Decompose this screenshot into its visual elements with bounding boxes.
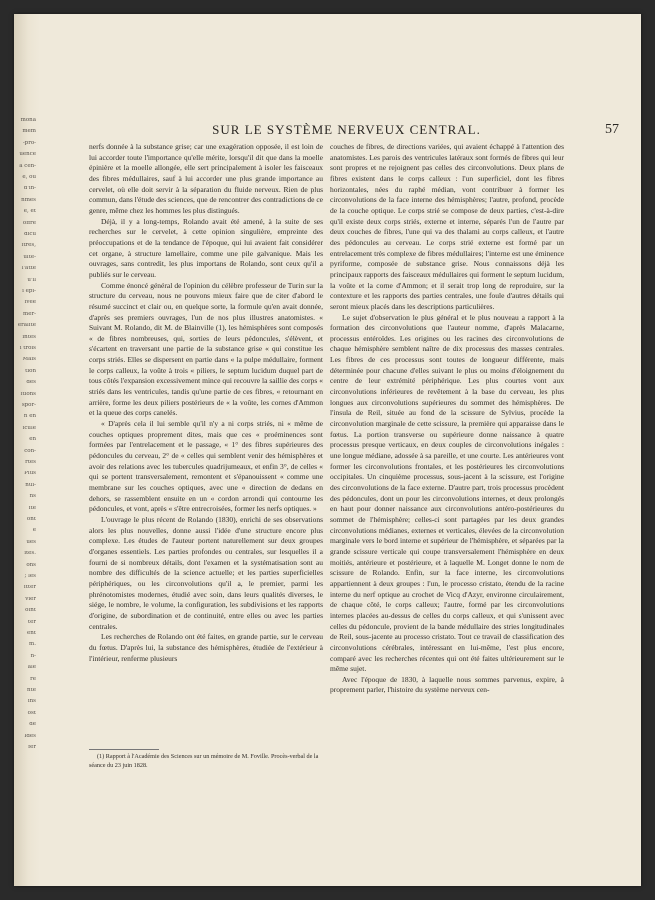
paragraph: Avec l'époque de 1830, à laquelle nous sommes parvenus, expire, à proprement parler, l'histoire du système nerveux cen-	[330, 674, 564, 695]
running-title: SUR LE SYSTÈME NERVEUX CENTRAL.	[212, 122, 481, 137]
margin-fragment: de	[29, 722, 36, 728]
margin-fragment: ent	[26, 631, 36, 636]
margin-fragment: u'il	[27, 277, 36, 283]
margin-fragment: spor-	[21, 403, 36, 408]
margin-fragment: n-	[30, 653, 36, 659]
paragraph: L'ouvrage le plus récent de Rolando (1830), enrichi de ses observations alors les plus nouvelles, donne aussi l'idée d'une structure encore plus complexe. Les études de l'auteur portent naturellement sur deux groupes d'organes essentiels. Les parties profondes ou centrales, sur lesquelles il a fourni de si nombreux détails, dont l'examen et la systématisation sont au nombre des difficultés de la science actuelle; et les parties superficielles périphériques, ou les circonvolutions qu'il a, le premier, parmi les phrénotomistes modernes, étudié avec soin, dans leurs qualités diverses, le siége, le nombre, le volume, la configuration, les subdivisions et les rapports d'origine, de subordination et de continuité, entre elles ou avec les parties centrales.	[89, 514, 323, 631]
right-text-column	[330, 142, 564, 696]
margin-fragment: ites.	[24, 551, 36, 557]
margin-fragment: itions	[20, 391, 36, 397]
margin-fragment: a cen-	[19, 163, 36, 169]
page-number: 57	[605, 122, 619, 137]
left-text-column	[89, 142, 323, 664]
margin-fragment: d'in-	[23, 186, 36, 192]
margin-fragment: tion	[25, 368, 36, 374]
margin-fragment: des	[26, 380, 36, 386]
margin-fragment: Plus	[24, 471, 36, 477]
margin-fragment: ins	[27, 699, 36, 705]
paragraph: couches de fibres, de directions variées, qui avaient échappé à l'attention des anatomistes. Les parois des ventricules latéraux sont formés de fibres qui leur sont propres et ne rejoignent pas celles des circonvolutions. Deux plans de fibres existent dans le corps calleux : l'un superficiel, dont les fibres horizontales, nées du raphé médian, vont contribuer à former les circonvolutions de la face interne des hémisphères; l'autre, profond, procède de la couche optique. Le corps strié se compose de deux parties, c'est-à-dire qu'il existe deux corps striés, externe et interne, séparés l'un de l'autre par deux couches de fibres, l'une qui va des thalami au corps calleux, et l'autre des pédoncules au cerveau. Le corps strié externe est formé par un entrelacement très complexe de fibres médullaires; l'interne est une éminence pyriforme, composée de substance grise. Nous connaissons déjà les principaux rapports des faisceaux médullaires qui forment le septum lucidum, la voûte et la corne d'Ammon; et il serait trop long de reproduire, sur la contexture et les rapports des parties centrales, une foule d'autres détails qui seront mieux placés dans les descriptions particulières.	[330, 142, 564, 311]
margin-fragment: rtes	[25, 460, 36, 465]
margin-fragment: i trois	[19, 346, 36, 351]
margin-fragment: ost	[27, 710, 36, 716]
margin-fragment: icule	[22, 425, 36, 431]
margin-fragment: nui-	[25, 482, 36, 488]
margin-fragment: mona	[20, 118, 36, 123]
margin-fragment: ivée	[24, 300, 36, 306]
margin-fragment: itter	[23, 585, 36, 591]
footnote-text: (1) Rapport à l'Académie des Sciences sur un mémoire de M. Foville. Procès-verbal de la séance du 23 juin 1828.	[89, 753, 319, 769]
paragraph: Le sujet d'observation le plus général et le plus nouveau a rapport à la formation des circonvolutions que l'auteur nomme, d'après Malacarne, processus entéroïdes. Les origines ou les racines des circonvolutions de chaque hémisphère semblent naître de dix processus des masses centrales. Les fibres de ces processus sont toutes de longueur différente, mais déterminée pour chacune d'elles suivant le plus ou moins d'éloignement du centre de leur extrémité périphérique. Les plus courtes vont aux circonvolutions inférieures de revêtement à la base du cerveau, les plus longues aux circonvolutions supérieures du sommet des hémisphères. De l'insula de Reil, située au fond de la scissure de Sylvius, procède la circonvolution marginale de cette scissure, la première qui apparaisse dans le fœtus. La portion transverse ou supérieure donne naissance à quatre processus presque verticaux, en deux couples de circonvolutions inégales : une longue médiane, adossée à sa pareille, et une courte. Les antérieures vont former les circonvolutions frontales, et les postérieures les circonvolutions occipitales. Un cinquième processus, sous-jacent à la scissure, est l'origine des circonvolutions de la face externe. D'autre part, trois processus procèdent des pédoncules, dont un pour les circonvolutions internes, et deux prolongés en haut pour donner naissance aux circonvolutions antéro-postérieures du sommet de l'hémisphère; celles-ci sont partagées par les deux grandes circonvolutions médianes, externes et verticales, élevées de la circonvolution marginale vers le bord interne et supérieur de l'hémisphère, et séparées par la grande scissure verticale qui coupe transversalement l'hémisphère en deux moitiés, antérieure et postérieure, et à laquelle M. Longet donne le nom de scissure de Rolando. Enfin, sur la face interne, les circonvolutions appartiennent à deux groupes : l'un, le processo cristato, étendu de la racine interne du nerf optique au crochet de Vicq d'Azyr, environne circulairement, de chaque côté, le corps calleux; l'autre, formé par les circonvolutions internes placées au-dessus de celles du corps calleux, et qui s'unissent avec celles du pédoncule, provient de la bande médullaire des stries longitudinales de Reil, sous-jacente au processo cristato. Tout ce travail de classification des circonvolutions cérébrales, intéressant en lui-même, l'est plus encore, comparé avec les recherches récentes qui ont été faites ultérieurement sur le même sujet.	[330, 312, 564, 674]
margin-fragment: intes	[22, 334, 36, 340]
margin-fragment: itres,	[21, 243, 36, 249]
paragraph: Déjà, il y a long-temps, Rolando avait été amené, à la suite de ses recherches sur le cervelet, à cette opinion singulière, empreinte des préoccupations et de la tendance de l'époque, qui lui avaient fait considérer cet organe, à structure lamellaire, comme une pile galvanique. Mais les ouvrages, sans contredit, les plus importans de Rolando, sont ceux qu'il a publiés sur le cerveau.	[89, 216, 323, 279]
margin-fragment: ale	[27, 665, 36, 671]
margin-fragment: dicu	[24, 232, 36, 237]
book-page	[14, 14, 641, 886]
margin-fragment: en	[29, 437, 36, 443]
margin-fragment: ons	[26, 562, 36, 568]
margin-fragment: e, et	[23, 209, 36, 215]
margin-fragment: éralité	[17, 323, 36, 329]
margin-fragment: e, où	[22, 175, 36, 180]
margin-fragment: Ides	[24, 733, 36, 739]
margin-fragment: e	[32, 528, 36, 534]
margin-fragment: ns	[29, 494, 36, 500]
margin-fragment: nmes	[21, 197, 36, 203]
margin-fragment: ; les	[24, 574, 36, 579]
page-header	[74, 122, 619, 140]
margin-fragment: i épi-	[22, 289, 36, 294]
margin-fragment: con-	[24, 448, 36, 454]
margin-fragment: oint	[25, 608, 36, 614]
margin-fragment: m.	[29, 642, 36, 648]
paragraph: « D'après cela il lui semble qu'il n'y a ni corps striés, ni « même de couches optiques proprement dites, mais que ces « proéminences sont formées par l'entrelacement et le passage, « 1° des fibres supérieures des pédoncules du cerveau, 2° de « celles qui semblent venir des hémisphères et avoir des relations avec les tubercules quadrijumeaux, et enfin 3°, de celles « qui se portent transversalement, remontent et s'épanouissent « comme une membrane sur les couches optiques, avec une « direction de dedans en dehors, se rassemblent ensuite en un « cordon arrondi qui contourne les pédoncules, et vont, après « s'être entrecroisées, former les nerfs optiques. »	[89, 419, 323, 514]
margin-fragment: mer-	[23, 311, 36, 317]
margin-fragment: l'atte	[21, 266, 36, 272]
paragraph: Comme énoncé général de l'opinion du célèbre professeur de Turin sur la structure du cerveau, nous ne pouvons mieux faire que de citer d'abord le résumé succinct et clair ou, en quelque sorte, la formule qu'en avait donnée, d'après ses premiers ouvrages, l'un de nos plus illustres anatomistes. « Suivant M. Rolando, dit M. de Blainville (1), les hémisphères sont composés « de fibres nombreuses, qui, sorties de leurs pédoncules, s'élèvent, et s'écartent en traversant une partie de la substance grise « qui constitue les corps striés. Elles se dispersent en partie dans « la pulpe médullaire, forment le corps calleux, la voûte à trois « piliers, le septum lucidum duquel part de tous côtés l'expansion excessivement mince qui recouvre la saillie des corps « striés dans les ventricules, tandis qu'une partie de ces fibres, « retournant en arrière, forme les deux piliers postérieurs de « la voûte, les cornes d'Ammon et la queue des corps canelés.	[89, 280, 323, 418]
margin-fragment: ues	[26, 539, 36, 545]
margin-fragment: ter	[27, 619, 36, 625]
margin-fragment: n en	[23, 414, 36, 420]
margin-fragment: fer	[28, 745, 36, 750]
margin-fragment: nte	[26, 688, 36, 693]
margin-fragment: ité	[28, 505, 36, 511]
margin-fragment: re	[30, 676, 36, 682]
margin-fragment: offre	[22, 220, 36, 226]
margin-fragment: ont	[26, 517, 36, 522]
paragraph: nerfs donnée à la substance grise; car une exagération opposée, il est loin de lui accorder toute l'importance qu'elle mérite, lorsqu'il dit que dans la moelle épinière et la moelle allongée, elle sert principalement à isoler les faisceaux des fibres médullaires, sauf à lui accorder une plus grande importance au cervelet, où elle doit servir à la séparation du fluide nerveux. Rien de plus commun, dans l'étude des sciences, que de rencontrer des contradictions de ce genre, même chez les hommes les plus distingués.	[89, 142, 323, 215]
margin-fragment: uence	[19, 152, 36, 158]
footnote	[89, 752, 323, 770]
paragraph: Les recherches de Rolando ont été faites, en grande partie, sur le cerveau du fœtus. D'après lui, la substance des hémisphères, étudiée de l'extérieur à l'intérieur, renferme plusieurs	[89, 632, 323, 663]
margin-fragment: ulte-	[23, 254, 36, 260]
footnote-rule	[89, 749, 159, 750]
margin-fragment: vier	[25, 596, 36, 602]
margin-fragment: Mais	[22, 357, 36, 363]
margin-fragment: mem	[22, 129, 36, 135]
margin-fragment: -pro-	[22, 140, 36, 146]
